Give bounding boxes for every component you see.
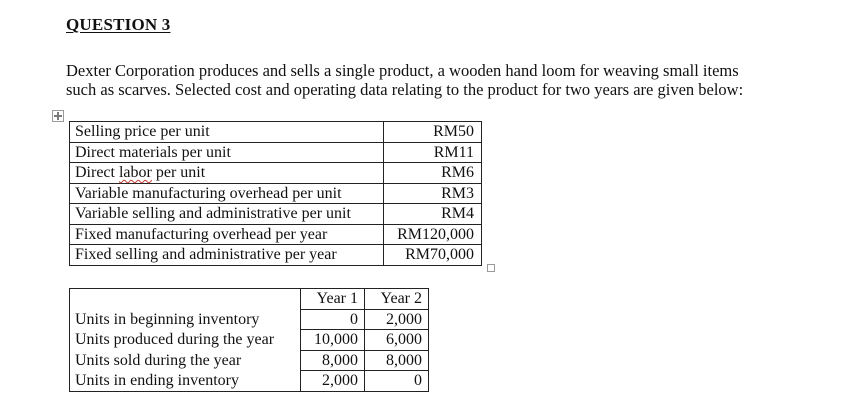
cost-value: RM6 [384,163,482,184]
table-row [70,371,429,392]
cost-value: RM70,000 [384,245,482,266]
table-row [70,122,482,143]
units-header-year-1: Year 1 [301,289,365,310]
table-resize-handle-icon[interactable] [487,264,495,272]
question-paragraph [66,61,806,99]
cost-label-post: per unit [151,164,206,181]
cost-data-table [69,121,482,266]
cost-value: RM11 [384,142,482,163]
cost-value: RM50 [384,122,482,143]
table-move-handle-icon[interactable] [52,110,64,122]
units-year-1-value: 10,000 [301,330,365,351]
units-label: Units in ending inventory [70,371,301,392]
cost-label [70,163,384,184]
table-row [70,183,482,204]
spellcheck-word[interactable]: labor [118,164,152,181]
cost-label: Direct materials per unit [70,142,384,163]
cost-label: Fixed selling and administrative per year [70,245,384,266]
units-year-2-value: 8,000 [365,350,429,371]
units-label: Units produced during the year [70,330,301,351]
cost-value: RM3 [384,183,482,204]
cost-value: RM120,000 [384,224,482,245]
table-row [70,142,482,163]
units-header-empty [70,289,301,310]
table-row [70,245,482,266]
units-label: Units sold during the year [70,350,301,371]
table-row [70,224,482,245]
table-row [70,350,429,371]
table-header-row [70,289,429,310]
question-heading: QUESTION 3 [66,15,171,34]
cost-label: Fixed manufacturing overhead per year [70,224,384,245]
units-label: Units in beginning inventory [70,309,301,330]
cost-label: Variable manufacturing overhead per unit [70,183,384,204]
units-data-table [69,288,429,392]
paragraph-line-1: Dexter Corporation produces and sells a single product, a wooden hand loom for weaving small items [66,61,739,80]
table-row [70,309,429,330]
units-header-year-2: Year 2 [365,289,429,310]
units-year-1-value: 2,000 [301,371,365,392]
units-year-2-value: 6,000 [365,330,429,351]
paragraph-line-2: such as scarves. Selected cost and operating data relating to the product for two years are given below: [66,80,744,99]
cost-label: Variable selling and administrative per unit [70,204,384,225]
cost-label-pre: Direct [75,164,119,181]
table-row [70,330,429,351]
units-year-1-value: 0 [301,309,365,330]
table-row [70,163,482,184]
units-year-1-value: 8,000 [301,350,365,371]
units-year-2-value: 0 [365,371,429,392]
cost-label: Selling price per unit [70,122,384,143]
table-row [70,204,482,225]
cost-value: RM4 [384,204,482,225]
units-year-2-value: 2,000 [365,309,429,330]
